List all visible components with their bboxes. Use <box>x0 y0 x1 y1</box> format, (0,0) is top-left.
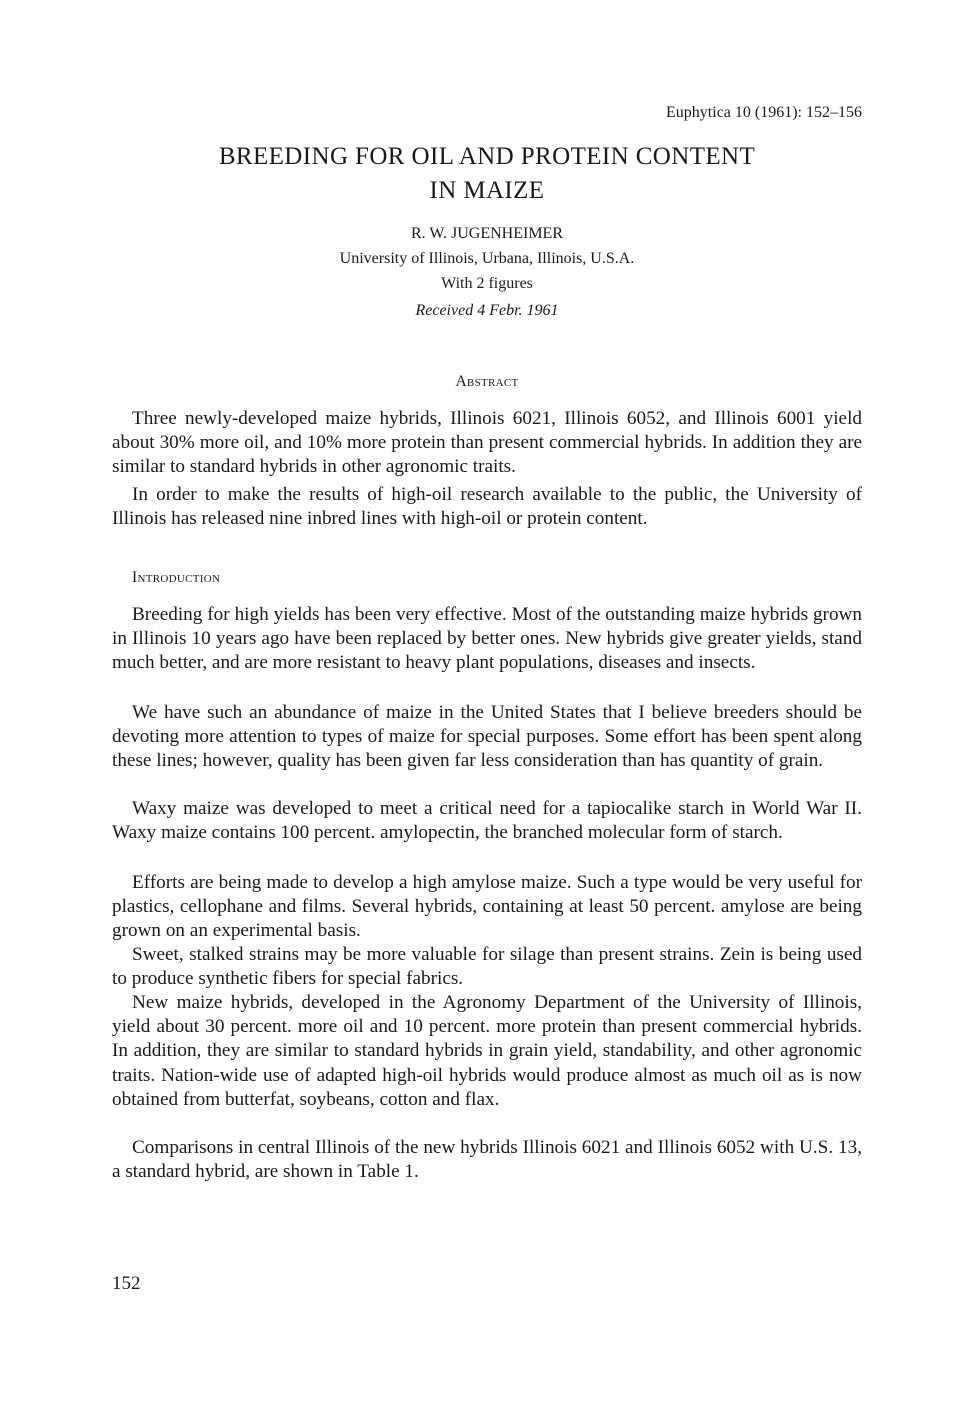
introduction-paragraph: We have such an abundance of maize in the United States that I believe breeders should be devoting more attention to types of maize for special purposes. Some effort has been spent along these lines; however, quality has been given far less consideration than has quantity of grain. <box>112 702 862 772</box>
author: R. W. JUGENHEIMER <box>410 225 563 242</box>
abstract-paragraph: In order to make the results of high-oil research available to the public, the University of Illinois has released nine inbred lines with high-oil or protein content. <box>112 484 862 530</box>
introduction-paragraph: Waxy maize was developed to meet a critical need for a tapiocalike starch in World War II. Waxy maize contains 100 percent. amylopectin, the branched molecular form of starch. <box>112 798 862 844</box>
figures-note: With 2 figures <box>441 275 533 292</box>
introduction-paragraph: Breeding for high yields has been very effective. Most of the outstanding maize hybrids grown in Illinois 10 years ago have been replaced by better ones. New hybrids give greater yields, stand much better, and are more resistant to heavy plant populations, diseases and insects. <box>112 604 862 674</box>
affiliation: University of Illinois, Urbana, Illinois, U.S.A. <box>339 250 635 267</box>
article-title <box>112 140 862 208</box>
title-line-1: BREEDING FOR OIL AND PROTEIN CONTENT <box>218 143 756 170</box>
abstract-paragraph: Three newly-developed maize hybrids, Illinois 6021, Illinois 6052, and Illinois 6001 yield about 30% more oil, and 10% more protein than present commercial hybrids. In addition they are similar to standard hybrids in other agronomic traits. <box>112 408 862 478</box>
introduction-paragraph: New maize hybrids, developed in the Agronomy Department of the University of Illinois, yield about 30 percent. more oil and 10 percent. more protein than present commercial hybrids. In addition, they are similar to standard hybrids in grain yield, standability, and other agronomic traits. Nation-wide use of adapted high-oil hybrids would produce almost as much oil as is now obtained from butterfat, soybeans, cotton and flax. <box>112 992 862 1110</box>
introduction-paragraph: Efforts are being made to develop a high amylose maize. Such a type would be very useful for plastics, cellophane and films. Several hybrids, containing at least 50 percent. amylose are being grown on an experimental basis. <box>112 872 862 942</box>
introduction-paragraph: Sweet, stalked strains may be more valuable for silage than present strains. Zein is being used to produce synthetic fibers for special fabrics. <box>112 944 862 990</box>
journal-page <box>112 0 862 1425</box>
abstract-heading: Abstract <box>455 373 519 390</box>
received-date: Received 4 Febr. 1961 <box>415 302 559 319</box>
introduction-heading: Introduction <box>132 569 221 586</box>
title-line-2: IN MAIZE <box>429 177 545 204</box>
running-head: Euphytica 10 (1961): 152–156 <box>666 104 862 121</box>
page-number: 152 <box>112 1273 141 1294</box>
introduction-paragraph: Comparisons in central Illinois of the new hybrids Illinois 6021 and Illinois 6052 with U.S. 13, a standard hybrid, are shown in Table 1. <box>112 1137 862 1183</box>
